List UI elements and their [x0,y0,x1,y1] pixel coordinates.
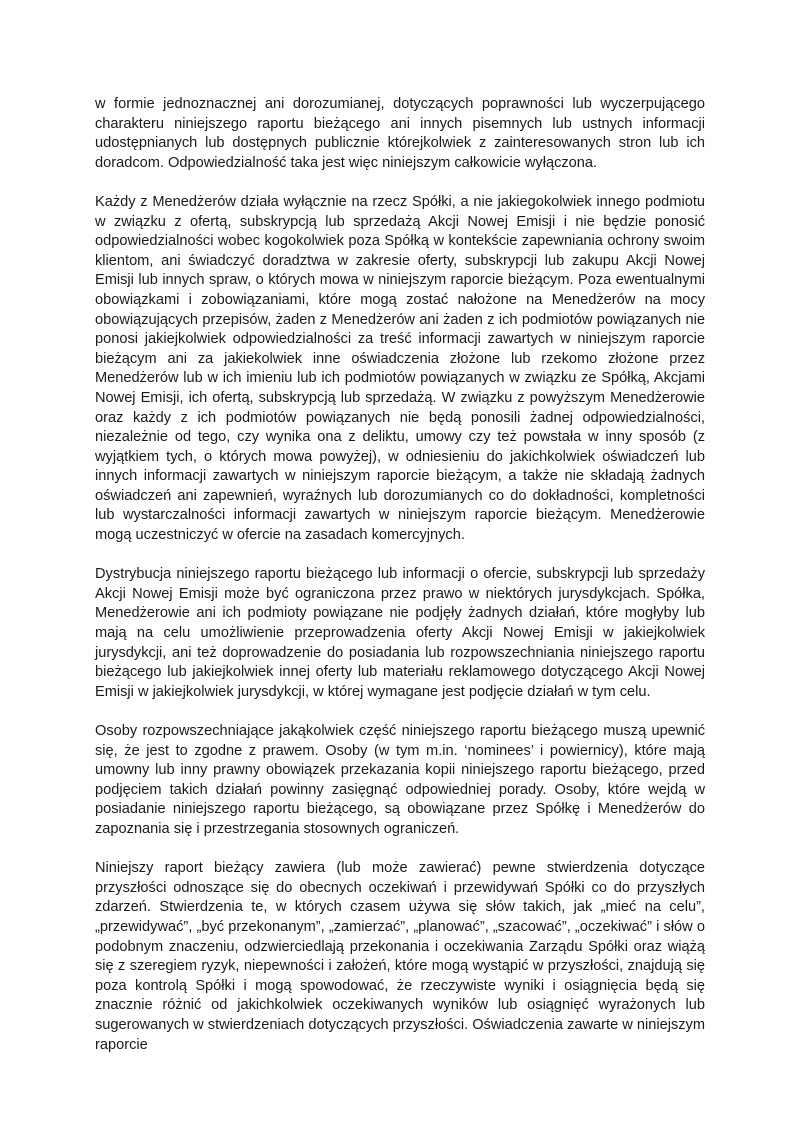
paragraph-distributors-compliance: Osoby rozpowszechniające jakąkolwiek część niniejszego raportu bieżącego muszą upewnić się, że jest to zgodne z prawem. Osoby (w tym m.in. ‘nominees’ i powiernicy), które mają umowny lub inny prawny obowiązek przekazania kopii niniejszego raportu bieżącego, przed podjęciem takich działań powinny zasięgnąć odpowiedniej porady. Osoby, które wejdą w posiadanie niniejszego raportu bieżącego, są obowiązane przez Spółkę i Menedżerów do zapoznania się i przestrzegania stosownych ograniczeń. [95,723,705,837]
paragraph-managers-role: Każdy z Menedżerów działa wyłącznie na rzecz Spółki, a nie jakiegokolwiek innego podmiotu w związku z ofertą, subskrypcją lub sprzedażą Akcji Nowej Emisji i nie będzie ponosić odpowiedzialności wobec kogokolwiek poza Spółką w kontekście zapewniania ochrony swoim klientom, ani świadczyć doradztwa w zakresie oferty, subskrypcji lub zakupu Akcji Nowej Emisji lub innych spraw, o których mowa w niniejszym raporcie bieżącym. Poza ewentualnymi obowiązkami i zobowiązaniami, które mogą zostać nałożone na Menedżerów na mocy obowiązujących przepisów, żaden z Menedżerów ani żaden z ich podmiotów powiązanych nie ponosi jakiejkolwiek odpowiedzialności za treść informacji zawartych w niniejszym raporcie bieżącym ani za jakiekolwiek inne oświadczenia złożone lub rzekomo złożone przez Menedżerów lub w ich imieniu lub ich podmiotów powiązanych w związku ze Spółką, Akcjami Nowej Emisji, ich ofertą, subskrypcją lub sprzedażą. W związku z powyższym Menedżerowie oraz każdy z ich podmiotów powiązanych nie będą ponosili żadnej odpowiedzialności, niezależnie od tego, czy wynika ona z deliktu, umowy czy też powstała w inny sposób (z wyjątkiem tych, o których mowa powyżej), w odniesieniu do jakichkolwiek oświadczeń lub innych informacji zawartych w niniejszym raporcie bieżącym, a także nie składają żadnych oświadczeń ani zapewnień, wyraźnych lub dorozumianych co do dokładności, kompletności lub wystarczalności informacji zawartych w niniejszym raporcie bieżącym. Menedżerowie mogą uczestniczyć w ofercie na zasadach komercyjnych. [95,193,705,544]
document-page [95,95,705,1075]
paragraph-forward-looking-statements: Niniejszy raport bieżący zawiera (lub może zawierać) pewne stwierdzenia dotyczące przyszłości odnoszące się do obecnych oczekiwań i przewidywań Spółki co do przyszłych zdarzeń. Stwierdzenia te, w których czasem używa się słów takich, jak „mieć na celu”, „przewidywać”, „być przekonanym”, „zamierzać”, „planować”, „szacować”, „oczekiwać” i słów o podobnym znaczeniu, odzwierciedlają przekonania i oczekiwania Zarządu Spółki oraz wiążą się z szeregiem ryzyk, niepewności i założeń, które mogą wystąpić w przyszłości, znajdują się poza kontrolą Spółki i mogą spowodować, że rzeczywiste wyniki i osiągnięcia będą się znacznie różnić od jakichkolwiek oczekiwanych wyników lub osiągnięć wyrażonych lub sugerowanych w stwierdzeniach dotyczących przyszłości. Oświadczenia zawarte w niniejszym raporcie [95,860,705,1053]
paragraph-distribution-restrictions: Dystrybucja niniejszego raportu bieżącego lub informacji o ofercie, subskrypcji lub sprzedaży Akcji Nowej Emisji może być ograniczona przez prawo w niektórych jurysdykcjach. Spółka, Menedżerowie ani ich podmioty powiązane nie podjęły żadnych działań, które mogłyby lub mają na celu umożliwienie przeprowadzenia oferty Akcji Nowej Emisji w jakiejkolwiek jurysdykcji, ani też doprowadzenie do posiadania lub rozpowszechniania niniejszego raportu bieżącego lub jakiejkolwiek innej oferty lub materiału reklamowego dotyczącego Akcji Nowej Emisji w jakiejkolwiek jurysdykcji, w której wymagane jest podjęcie działań w tym celu. [95,566,705,700]
paragraph-liability-exclusion: w formie jednoznacznej ani dorozumianej, dotyczących poprawności lub wyczerpującego charakteru niniejszego raportu bieżącego ani innych pisemnych lub ustnych informacji udostępnianych lub dostępnych publicznie którejkolwiek z zainteresowanych stron lub ich doradcom. Odpowiedzialność taka jest więc niniejszym całkowicie wyłączona. [95,96,705,171]
